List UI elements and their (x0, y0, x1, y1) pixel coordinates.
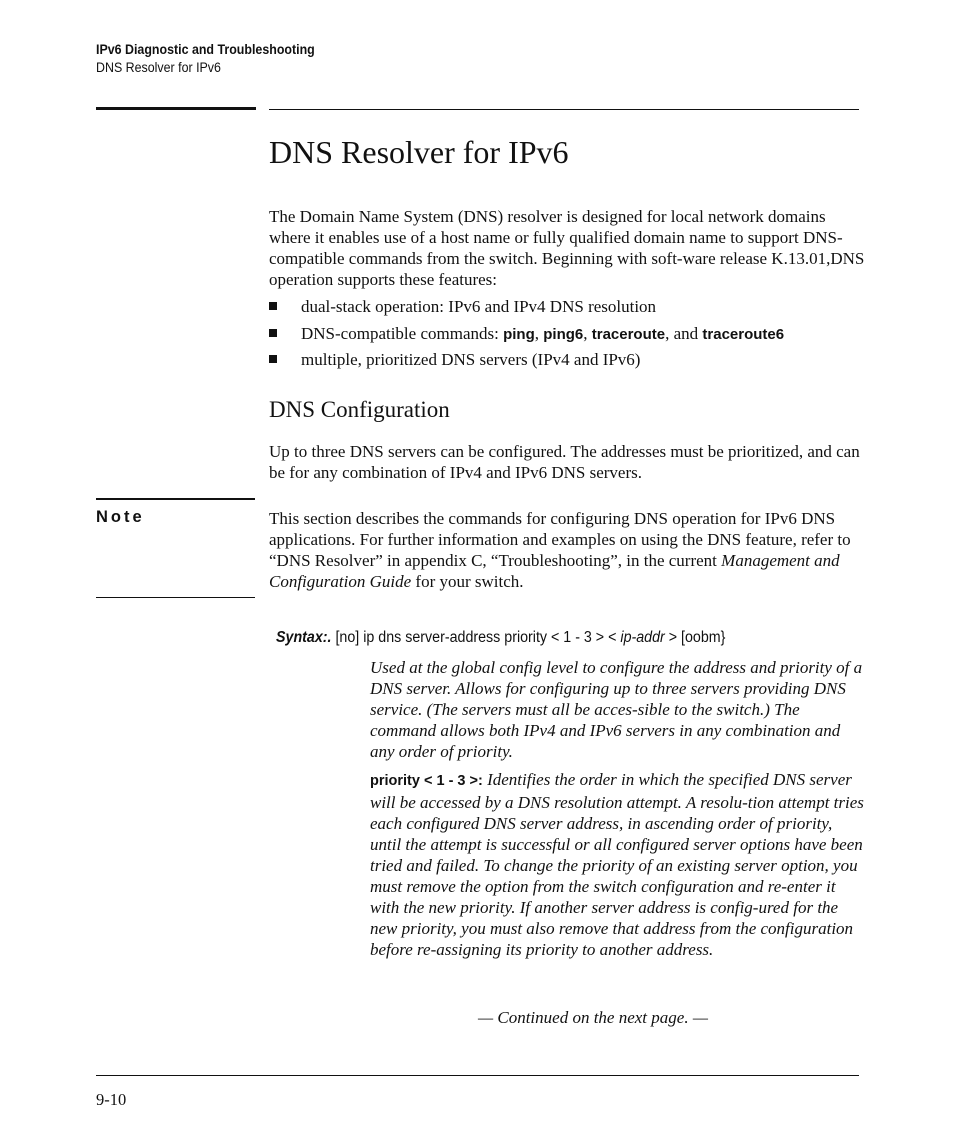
list-item-text: DNS-compatible commands: (301, 323, 504, 343)
note-rule-bottom (96, 597, 255, 598)
square-bullet-icon (269, 329, 277, 337)
list-item-text: multiple, prioritized DNS servers (IPv4 and IPv6) (301, 350, 641, 369)
running-header-chapter: IPv6 Diagnostic and Troubleshooting (96, 42, 315, 57)
priority-label: priority < 1 - 3 >: (370, 773, 483, 789)
note-label: Note (96, 508, 145, 526)
list-item-text: dual-stack operation: IPv6 and IPv4 DNS resolution (301, 297, 657, 316)
feature-list (269, 296, 869, 376)
separator: , and (665, 323, 703, 343)
square-bullet-icon (269, 355, 277, 363)
list-item (269, 323, 869, 350)
square-bullet-icon (269, 302, 277, 310)
note-text: for your switch. (411, 572, 524, 591)
config-paragraph: Up to three DNS servers can be configured. The addresses must be prioritized, and can be for any combination of IPv4 and IPv6 DNS servers. (269, 442, 860, 482)
command-traceroute: traceroute (591, 325, 666, 343)
intro-paragraph: The Domain Name System (DNS) resolver is designed for local network domains where it enables use of a host name or fully qualified domain name to support DNS-compatible commands from the switch. Beginning with soft-ware release K.13.01,DNS operation supports these features: (269, 207, 865, 289)
footer-rule (96, 1075, 859, 1076)
priority-text: Identifies the order in which the specified DNS server will be accessed by a DNS resolution attempt. A resolu-tion attempt tries each configured DNS server address, in ascending order of priority, until the attempt is successful or all configured server options have been tried and failed. To change the priority of an existing server option, you must remove the option from the switch configuration and re-enter it with the new priority. If another server address is config-ured for the new priority, you must also remove that address from the configuration before re-assigning its priority to another address. (370, 770, 864, 959)
command-ping: ping (503, 325, 535, 343)
separator: , (534, 323, 544, 343)
priority-description (370, 769, 865, 960)
separator: , (583, 323, 592, 343)
command-traceroute6: traceroute6 (702, 325, 785, 343)
header-rule-right (269, 109, 859, 110)
section-heading: DNS Configuration (269, 397, 450, 422)
list-item (269, 349, 869, 376)
note-paragraph (269, 508, 869, 592)
syntax-label: Syntax:. (276, 629, 332, 646)
list-item (269, 296, 869, 323)
note-text: This section describes the commands for configuring DNS operation for IPv6 DNS applications. For further information and examples on using the DNS feature, refer to “DNS Resolver” in appendix C, “Troubleshooting”, in the current (269, 509, 851, 570)
header-rule-left (96, 107, 256, 110)
page-title: DNS Resolver for IPv6 (269, 134, 569, 170)
continued-note: — Continued on the next page. — (478, 1008, 708, 1027)
command-ping6: ping6 (543, 325, 584, 343)
note-rule-top (96, 498, 255, 500)
syntax-description: Used at the global config level to configure the address and priority of a DNS server. Allows for configuring up to three servers providing DNS service. (The servers must all be acces-sible to the switch.) The command allows both IPv4 and IPv6 servers in any combination and any order of priority. (370, 658, 863, 761)
syntax-command: [no] ip dns server-address priority < 1 - 3 > < (331, 629, 621, 646)
page-number: 9-10 (96, 1090, 127, 1109)
guide-title: Management and Configuration Guide (269, 551, 840, 591)
syntax-line (276, 629, 725, 647)
running-header-section: DNS Resolver for IPv6 (96, 60, 221, 75)
syntax-command: > [oobm} (664, 629, 726, 646)
syntax-param: ip-addr (620, 629, 665, 646)
